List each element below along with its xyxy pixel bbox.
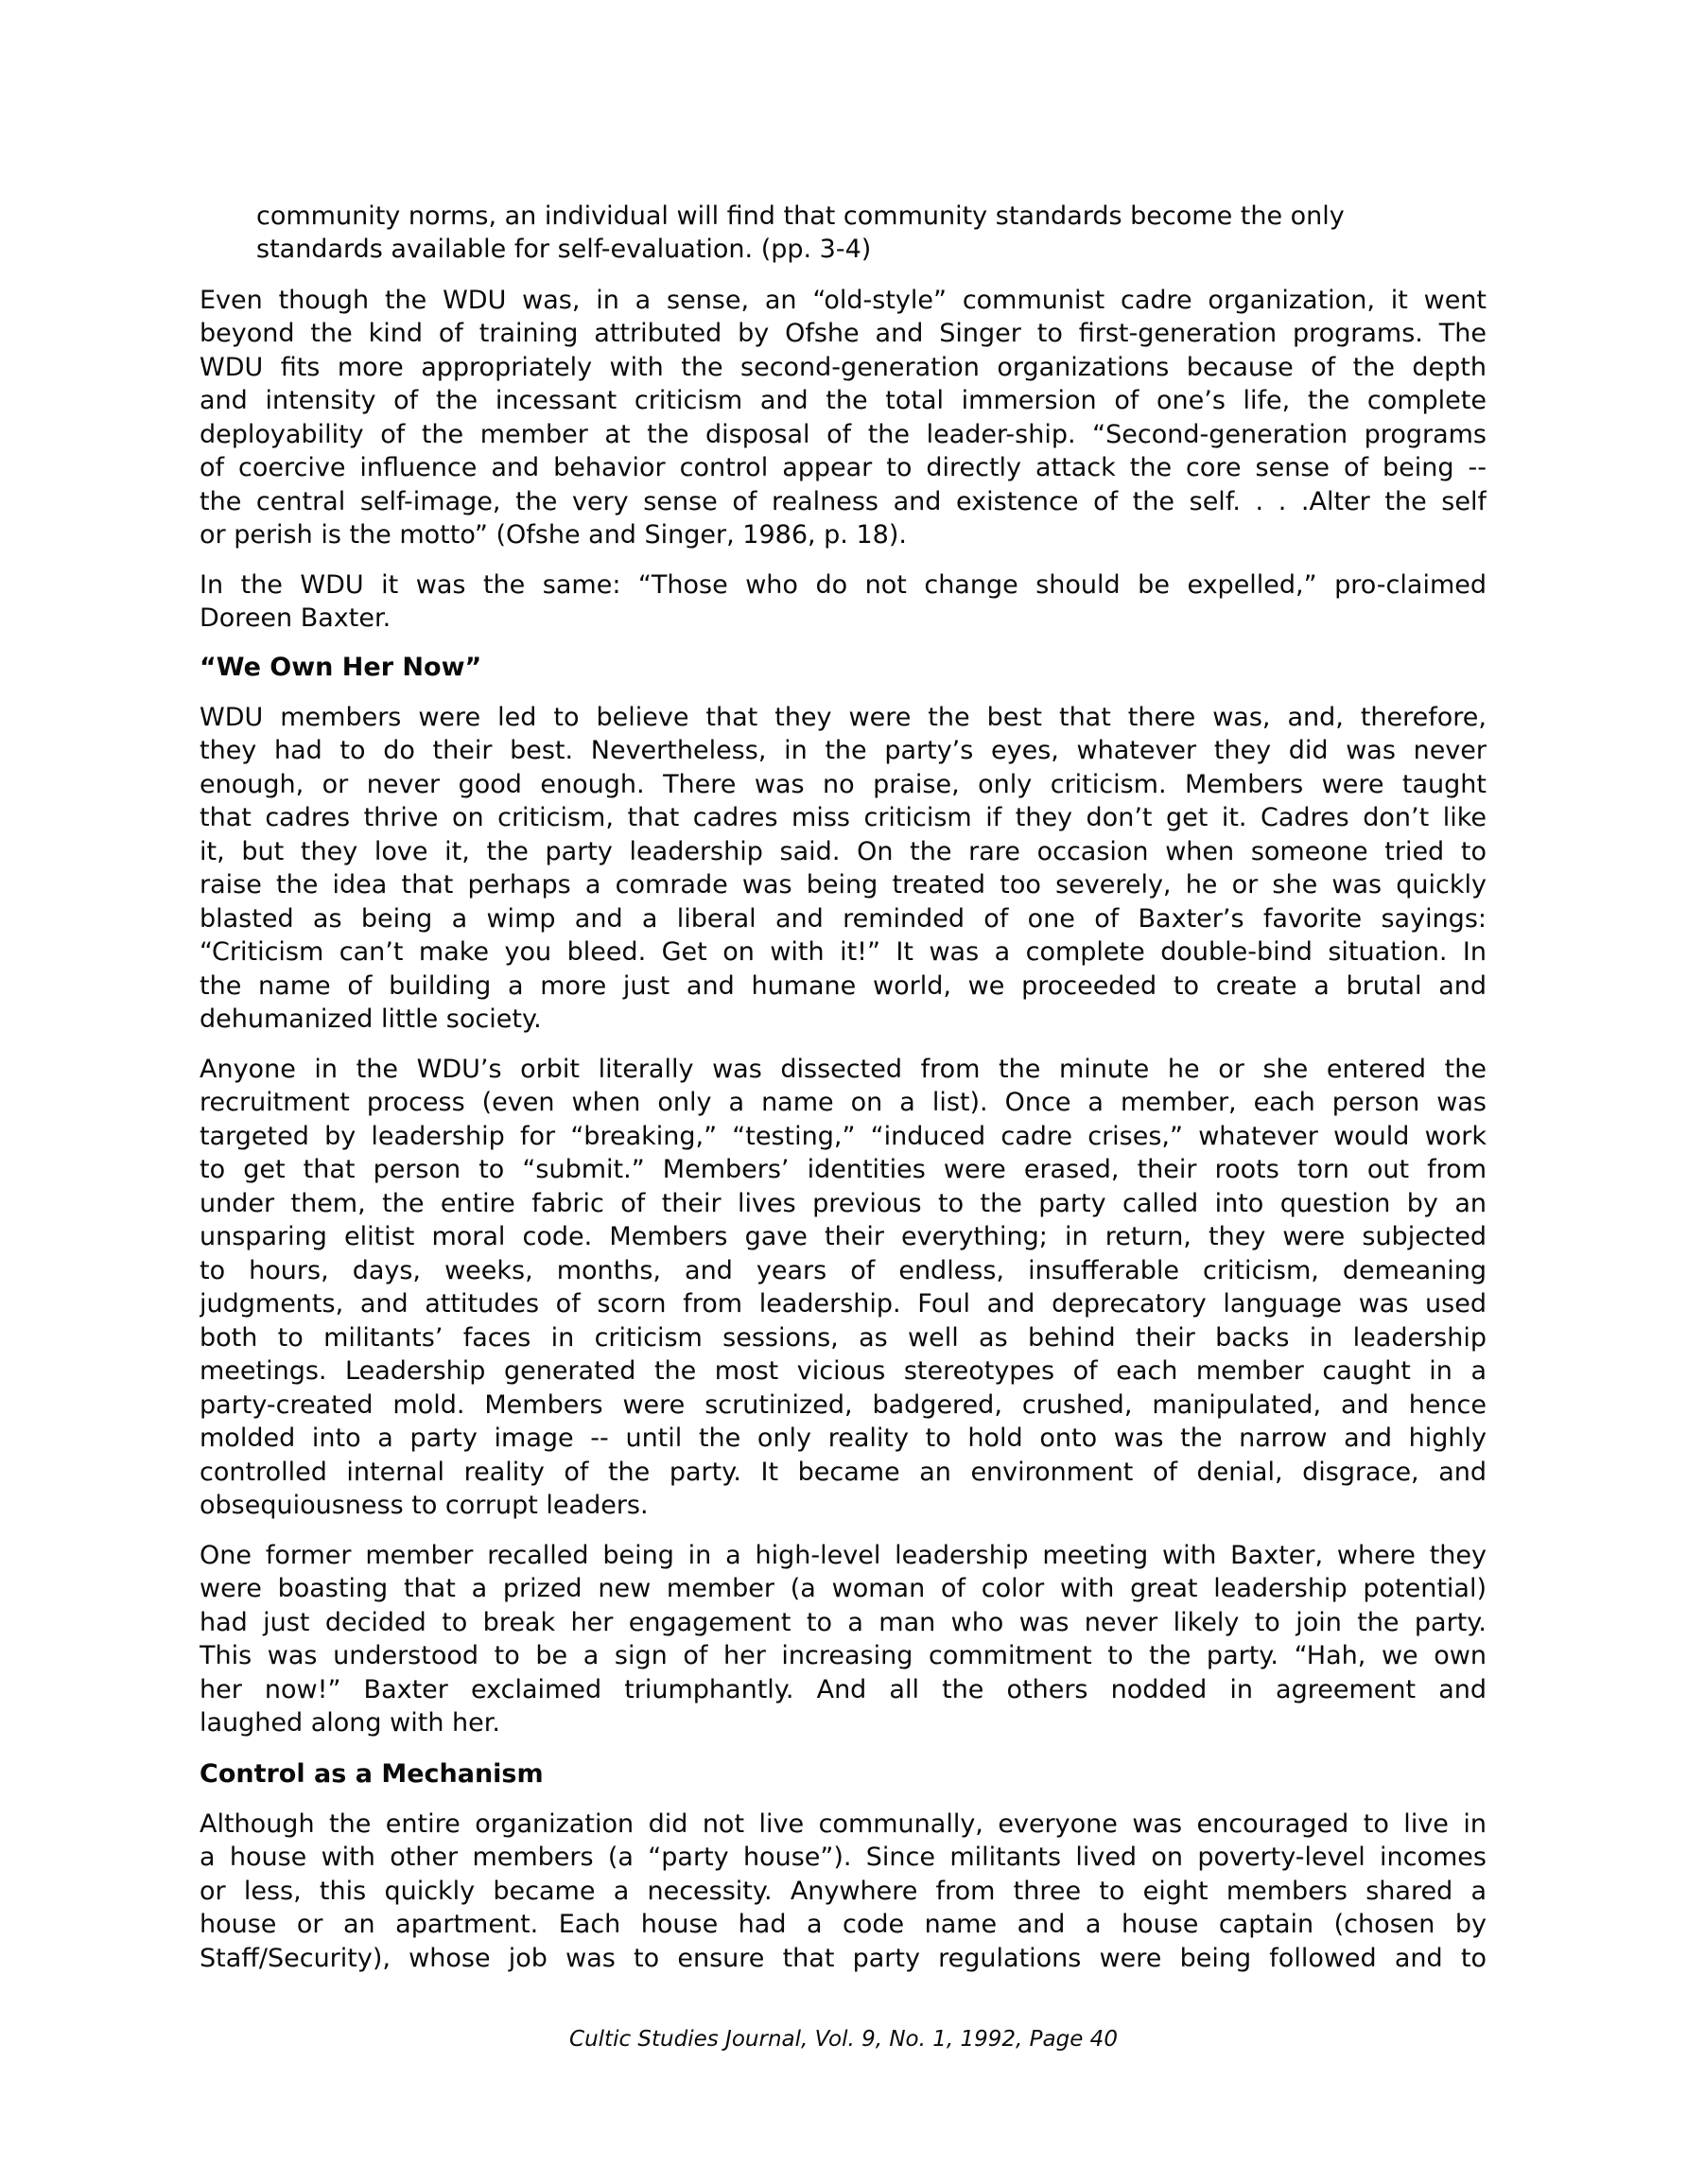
text-line: community norms, an individual will find that community standards become the only — [256, 201, 1345, 231]
text-line: party-created mold. Members were scrutinized, badgered, crushed, manipulated, and hence — [200, 1389, 1487, 1420]
section-heading: Control as a Mechanism — [200, 1758, 544, 1789]
text-line: unsparing elitist moral code. Members gave their everything; in return, they were subjected — [200, 1222, 1487, 1252]
text-line: laughed along with her. — [200, 1708, 500, 1738]
text-line: One former member recalled being in a high-level leadership meeting with Baxter, where they — [200, 1540, 1487, 1570]
paragraph — [200, 1808, 1487, 1976]
text-line: recruitment process (even when only a name on a list). Once a member, each person was — [200, 1088, 1487, 1118]
text-line: “Criticism can’t make you bleed. Get on with it!” It was a complete double-bind situation. In — [200, 937, 1487, 968]
page-footer: Cultic Studies Journal, Vol. 9, No. 1, 1992, Page 40 — [569, 2027, 1118, 2052]
text-line: it, but they love it, the party leadership said. On the rare occasion when someone tried to — [200, 836, 1487, 866]
block-quote — [256, 200, 1448, 267]
text-line: or perish is the motto” (Ofshe and Singer, 1986, p. 18). — [200, 520, 907, 550]
text-line: her now!” Baxter exclaimed triumphantly. And all the others nodded in agreement and — [200, 1674, 1487, 1704]
text-line: blasted as being a wimp and a liberal and reminded of one of Baxter’s favorite sayings: — [200, 903, 1487, 934]
text-line: targeted by leadership for “breaking,” “testing,” “induced cadre crises,” whatever would work — [200, 1121, 1487, 1151]
text-line: house or an apartment. Each house had a code name and a house captain (chosen by — [200, 1910, 1487, 1940]
text-line: to get that person to “submit.” Members’ identities were erased, their roots torn out from — [200, 1155, 1487, 1185]
text-line: under them, the entire fabric of their lives previous to the party called into question by an — [200, 1188, 1487, 1218]
text-line: that cadres thrive on criticism, that cadres miss criticism if they don’t get it. Cadres don’t like — [200, 803, 1487, 833]
text-line: had just decided to break her engagement to a man who was never likely to join the party. — [200, 1607, 1487, 1637]
text-line: deployability of the member at the disposal of the leader-ship. “Second-generation programs — [200, 419, 1487, 449]
text-line: In the WDU it was the same: “Those who do not change should be expelled,” pro-claimed — [200, 569, 1487, 600]
text-line: WDU fits more appropriately with the second-generation organizations because of the depth — [200, 352, 1487, 382]
text-line: beyond the kind of training attributed by Ofshe and Singer to first-generation programs. The — [200, 319, 1487, 349]
text-line: were boasting that a prized new member (a woman of color with great leadership potential) — [200, 1574, 1487, 1604]
text-line: Staff/Security), whose job was to ensure that party regulations were being followed and to — [200, 1943, 1487, 1973]
text-line: obsequiousness to corrupt leaders. — [200, 1491, 649, 1521]
text-line: both to militants’ faces in criticism sessions, as well as behind their backs in leadership — [200, 1322, 1487, 1353]
text-line: and intensity of the incessant criticism and the total immersion of one’s life, the complete — [200, 386, 1487, 416]
text-line: raise the idea that perhaps a comrade was being treated too severely, he or she was quickly — [200, 870, 1487, 900]
paragraph — [200, 1053, 1487, 1523]
paragraph — [200, 701, 1487, 1037]
text-line: dehumanized little society. — [200, 1005, 542, 1035]
section-heading: “We Own Her Now” — [200, 652, 482, 682]
paragraph — [200, 284, 1487, 552]
text-line: standards available for self-evaluation. (pp. 3-4) — [256, 235, 872, 265]
text-line: Even though the WDU was, in a sense, an “old-style” communist cadre organization, it went — [200, 285, 1487, 315]
text-line: controlled internal reality of the party. It became an environment of denial, disgrace, and — [200, 1457, 1487, 1487]
text-line: molded into a party image -- until the only reality to hold onto was the narrow and highly — [200, 1424, 1487, 1454]
paragraph — [200, 568, 1487, 636]
text-line: the central self-image, the very sense of realness and existence of the self. . . .Alter the self — [200, 486, 1487, 516]
text-line: the name of building a more just and humane world, we proceeded to create a brutal and — [200, 970, 1487, 1001]
text-line: judgments, and attitudes of scorn from leadership. Foul and deprecatory language was used — [200, 1289, 1487, 1319]
text-line: enough, or never good enough. There was no praise, only criticism. Members were taught — [200, 769, 1487, 799]
text-line: or less, this quickly became a necessity. Anywhere from three to eight members shared a — [200, 1876, 1487, 1906]
text-line: Doreen Baxter. — [200, 603, 391, 634]
text-line: of coercive influence and behavior control appear to directly attack the core sense of being -- — [200, 453, 1487, 483]
text-line: a house with other members (a “party house”). Since militants lived on poverty-level incomes — [200, 1843, 1487, 1873]
text-line: Although the entire organization did not live communally, everyone was encouraged to live in — [200, 1808, 1487, 1839]
text-line: This was understood to be a sign of her increasing commitment to the party. “Hah, we own — [200, 1641, 1487, 1671]
text-line: meetings. Leadership generated the most vicious stereotypes of each member caught in a — [200, 1356, 1487, 1387]
paragraph — [200, 1539, 1487, 1740]
text-line: they had to do their best. Nevertheless, in the party’s eyes, whatever they did was never — [200, 736, 1487, 766]
text-line: Anyone in the WDU’s orbit literally was dissected from the minute he or she entered the — [200, 1054, 1487, 1084]
text-line: to hours, days, weeks, months, and years of endless, insufferable criticism, demeaning — [200, 1255, 1487, 1285]
text-line: WDU members were led to believe that they were the best that there was, and, therefore, — [200, 702, 1487, 732]
